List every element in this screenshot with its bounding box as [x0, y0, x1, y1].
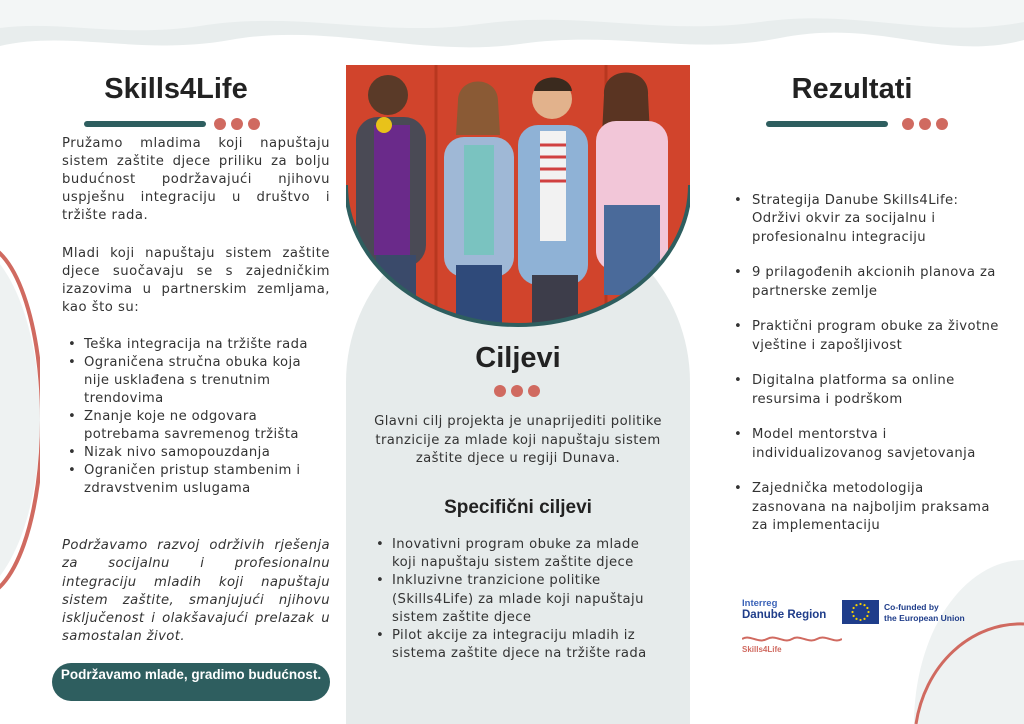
list-item: • Inkluzivne tranzicione politike (Skills4Life) za mlade koji napuštaju sistem zaštite djece — [372, 572, 662, 627]
top-wave-decoration — [0, 0, 1024, 70]
youth-photo — [346, 65, 690, 330]
logos-block — [742, 598, 982, 662]
list-item: • Znanje koje ne odgovara potrebama savremenog tržišta — [62, 408, 330, 444]
list-item: • Ograničena stručna obuka koja nije usklađena s trenutnim trendovima — [62, 354, 330, 408]
interreg-logo — [742, 598, 826, 622]
challenges-intro: Mladi koji napuštaju sistem zaštite djece suočavaju se s zajedničkim izazovima u partnerskim zemljama, kao što su: — [62, 246, 330, 315]
main-goal-paragraph: Glavni cilj projekta je unaprijediti politike tranzicije za mlade koji napuštaju sistem zaštite djece u regiji Dunava. — [374, 414, 662, 466]
list-item: • Digitalna platforma sa online resursima i podrškom — [732, 372, 1002, 409]
results-list — [732, 192, 1002, 553]
support-paragraph: Podržavamo razvoj održivih rješenja za socijalnu i profesionalnu integraciju mladih koji napuštaju sistem zaštite, smanjujući njihovu isključenost i olakšavajući prelazak u samostalan život. — [62, 538, 330, 645]
list-item: • Model mentorstva i individualizovanog savjetovanja — [732, 426, 1002, 463]
challenges-list — [62, 336, 330, 498]
middle-divider — [494, 385, 540, 397]
intro-paragraph: Pružamo mladima koji napuštaju sistem zaštite djece priliku za bolju budućnost podržavajući njihovu uspješnu integraciju u društvo i tržište rada. — [62, 136, 330, 223]
eu-flag-icon — [842, 600, 879, 624]
list-item: • Pilot akcije za integraciju mladih iz sistema zaštite djece na tržište rada — [372, 627, 662, 663]
eu-line1: Co-funded by — [884, 602, 939, 612]
specific-goals-list — [372, 536, 662, 663]
left-arc-decoration — [0, 240, 40, 600]
skills4life-logo-text: Skills4Life — [742, 645, 782, 654]
interreg-line1: Interreg — [742, 598, 778, 609]
skills4life-wave-icon — [742, 634, 842, 644]
list-item: • Teška integracija na tržište rada — [62, 336, 330, 354]
right-title: Rezultati — [791, 73, 913, 105]
left-divider — [84, 118, 260, 130]
interreg-line2: Danube Region — [742, 609, 827, 621]
list-item: • Inovativni program obuke za mlade koji napuštaju sistem zaštite djece — [372, 536, 662, 572]
list-item: • Zajednička metodologija zasnovana na najboljim praksama za implementaciju — [732, 480, 1002, 535]
left-title: Skills4Life — [104, 73, 248, 105]
list-item: • Ograničen pristup stambenim i zdravstvenim uslugama — [62, 462, 330, 498]
list-item: • Strategija Danube Skills4Life: Održivi okvir za socijalnu i profesionalnu integraciju — [732, 192, 1002, 247]
slogan-text: Podržavamo mlade, gradimo budućnost. — [60, 666, 322, 682]
eu-line2: the European Union — [884, 613, 965, 623]
middle-title: Ciljevi — [475, 342, 561, 374]
right-divider — [766, 118, 948, 130]
list-item: • Praktični program obuke za životne vještine i zapošljivost — [732, 318, 1002, 355]
list-item: • 9 prilagođenih akcionih planova za partnerske zemlje — [732, 264, 1002, 301]
eu-cofunded-text — [884, 602, 965, 624]
slogan-banner — [52, 663, 330, 701]
list-item: • Nizak nivo samopouzdanja — [62, 444, 330, 462]
specific-goals-title: Specifični ciljevi — [444, 497, 592, 518]
